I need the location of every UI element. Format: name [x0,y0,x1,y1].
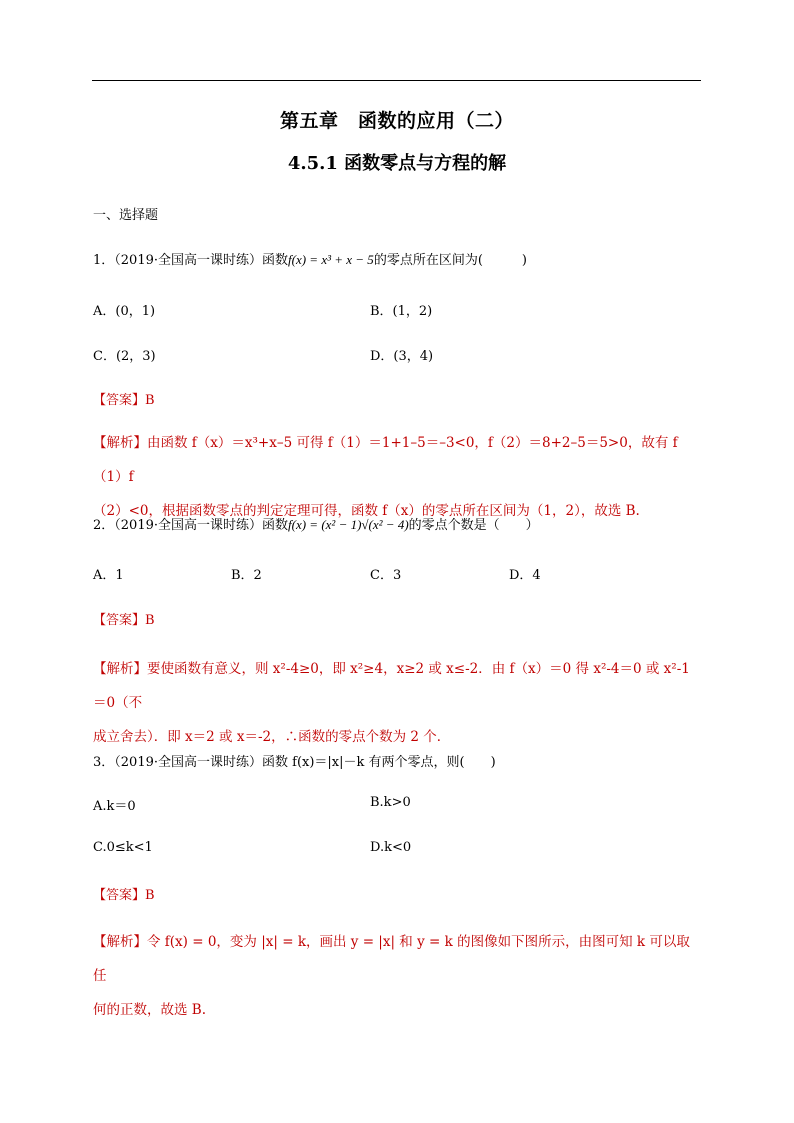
answer-value: B [145,393,155,408]
analysis-line [93,426,703,494]
analysis-text: 令 f(x) = 0，变为 |x| = k，画出 y = |x| 和 y = k 的图像如下图所示，由图可知 k 可以取任 [93,934,690,984]
option-b: B．(1，2) [370,304,433,319]
question-text: 函数 f(x)＝|x|－k 有两个零点，则( ) [262,755,496,770]
header-rule [92,80,701,81]
answer-value: B [145,613,155,628]
option-a: A．(0，1) [93,304,156,319]
question-text: 函数 [262,253,289,268]
question-number: 1． [93,253,115,268]
option-a: A.k＝0 [93,799,136,814]
question-text: 函数 [262,518,289,533]
analysis-text: 要使函数有意义，则 x²-4≥0，即 x²≥4，x≥2 或 x≤-2．由 f（x）＝0 得 x²-4＝0 或 x²-1＝0（不 [93,661,690,711]
option-b: B.k>0 [370,795,411,810]
analysis-line: 何的正数，故选 B. [93,1002,207,1018]
option-a: A．1 [93,568,124,583]
analysis-label: 【解析】 [93,661,147,677]
analysis-label: 【解析】 [93,934,147,950]
answer-label: 【答案】 [93,888,146,903]
question-source: （2019·全国高一课时练） [114,253,262,268]
option-c: C．(2，3) [93,349,156,364]
analysis-line: （2）<0，根据函数零点的判定定理可得，函数 f（x）的零点所在区间为（1，2），故选 B. [93,503,640,519]
answer-line [93,884,155,903]
option-d: D．4 [509,568,541,583]
part-title: 一、选择题 [93,208,159,223]
answer-line [93,609,155,628]
answer-line [93,389,155,408]
answer-label: 【答案】 [93,393,146,408]
question-number: 3． [93,755,115,770]
analysis-line [93,652,703,720]
formula: f(x) = x³ + x − 5 [288,252,374,267]
answer-value: B [145,888,155,903]
question-text: 的零点所在区间为( ) [373,253,527,268]
formula: f(x) = (x² − 1)√(x² − 4) [288,517,409,532]
analysis-block [93,426,703,528]
question-text: 的零点个数是（ ） [408,518,539,533]
analysis-line: 成立舍去）．即 x＝2 或 x＝-2，∴函数的零点个数为 2 个． [93,729,451,745]
question-number: 2． [93,518,115,533]
analysis-line [93,925,703,993]
question-source: （2019·全国高一课时练） [114,755,262,770]
chapter-title: 第五章 函数的应用（二） [279,110,514,132]
analysis-block [93,652,703,754]
option-c: C．3 [370,568,402,583]
section-title: 4.5.1 函数零点与方程的解 [287,153,507,174]
question-source: （2019·全国高一课时练） [114,518,262,533]
answer-label: 【答案】 [93,613,146,628]
question-1-stem [93,249,527,268]
analysis-block [93,925,703,1027]
option-c: C.0≤k<1 [93,840,153,855]
option-d: D.k<0 [370,840,412,855]
option-b: B．2 [231,568,262,583]
question-2-stem [93,514,539,533]
option-d: D．(3，4) [370,349,434,364]
analysis-label: 【解析】 [93,435,147,451]
question-3-stem [93,751,496,770]
analysis-text: 由函数 f（x）＝x³+x–5 可得 f（1）＝1+1–5＝–3<0，f（2）＝8+2–5＝5>0，故有 f（1）f [93,435,678,485]
